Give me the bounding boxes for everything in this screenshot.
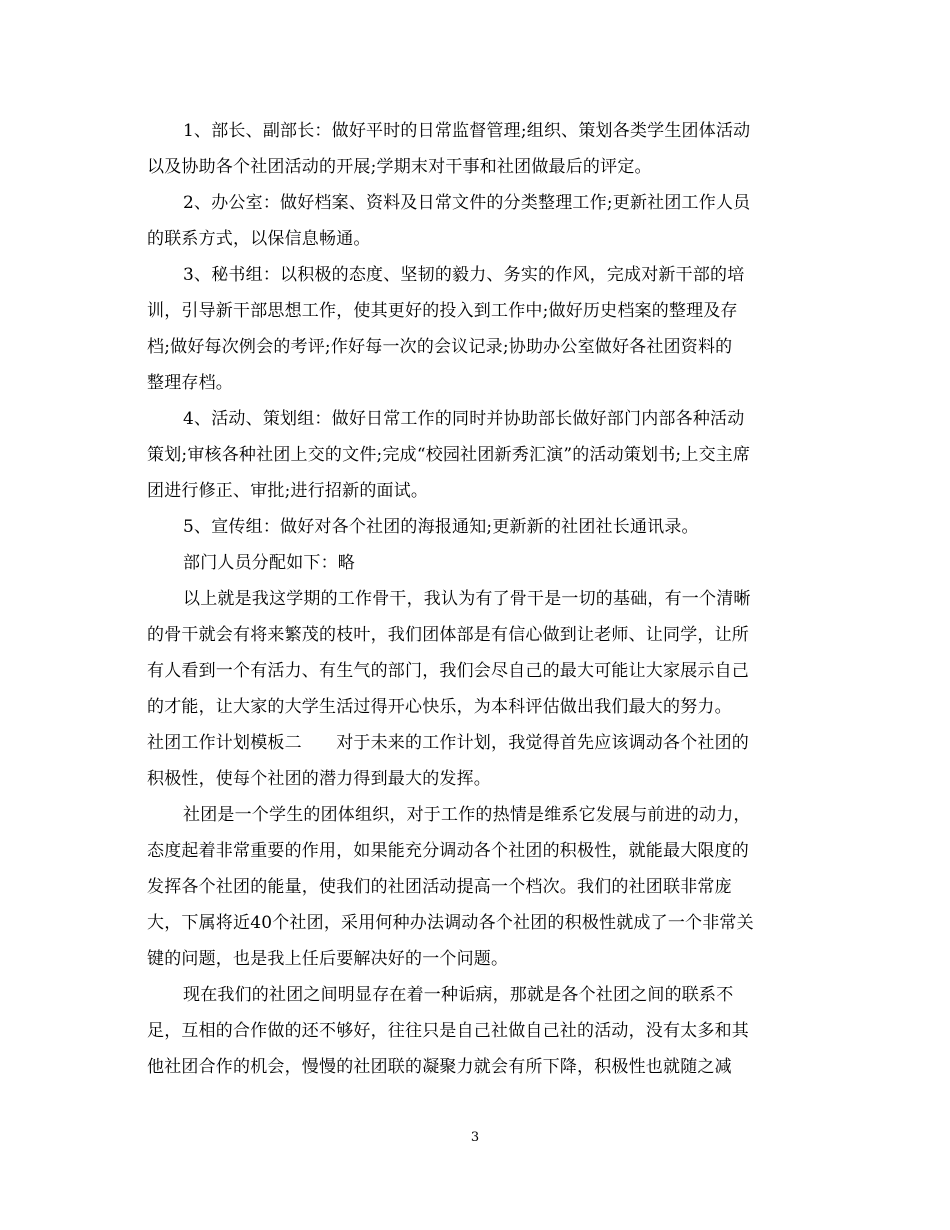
text-line: 1、部长、副部长：做好平时的日常监督管理;组织、策划各类学生团体活动 bbox=[183, 121, 751, 141]
page-number: 3 bbox=[470, 1130, 480, 1145]
text-line: 以及协助各个社团活动的开展;学期末对干事和社团做最后的评定。 bbox=[147, 157, 652, 177]
text-line: 部门人员分配如下：略 bbox=[183, 553, 355, 573]
text-line: 有人看到一个有活力、有生气的部门，我们会尽自己的最大可能让大家展示自己 bbox=[147, 661, 749, 681]
text-line: 2、办公室：做好档案、资料及日常文件的分类整理工作;更新社团工作人员 bbox=[183, 193, 751, 213]
text-line: 团进行修正、审批;进行招新的面试。 bbox=[147, 481, 429, 501]
text-line: 社团工作计划模板二 对于未来的工作计划，我觉得首先应该调动各个社团的 bbox=[147, 733, 749, 753]
text-line: 的骨干就会有将来繁茂的枝叶，我们团体部是有信心做到让老师、让同学，让所 bbox=[147, 625, 749, 645]
text-line: 的才能，让大家的大学生活过得开心快乐，为本科评估做出我们最大的努力。 bbox=[147, 697, 732, 717]
text-line: 态度起着非常重要的作用，如果能充分调动各个社团的积极性，就能最大限度的 bbox=[147, 841, 749, 861]
text-line: 现在我们的社团之间明显存在着一种诟病，那就是各个社团之间的联系不 bbox=[183, 985, 734, 1005]
text-line: 足，互相的合作做的还不够好，往往只是自己社做自己社的活动，没有太多和其 bbox=[147, 1021, 749, 1041]
text-line: 积极性，使每个社团的潜力得到最大的发挥。 bbox=[147, 769, 491, 789]
text-line: 的联系方式，以保信息畅通。 bbox=[147, 229, 371, 249]
text-line: 3、秘书组：以积极的态度、坚韧的毅力、务实的作风，完成对新干部的培 bbox=[183, 265, 745, 285]
text-line: 4、活动、策划组：做好日常工作的同时并协助部长做好部门内部各种活动 bbox=[183, 409, 745, 429]
text-line: 发挥各个社团的能量，使我们的社团活动提高一个档次。我们的社团联非常庞 bbox=[147, 877, 732, 897]
text-line: 他社团合作的机会，慢慢的社团联的凝聚力就会有所下降，积极性也就随之减 bbox=[147, 1057, 732, 1077]
text-line: 训，引导新干部思想工作，使其更好的投入到工作中;做好历史档案的整理及存 bbox=[147, 301, 738, 321]
text-line: 大，下属将近40个社团，采用何种办法调动各个社团的积极性就成了一个非常关 bbox=[147, 913, 754, 933]
text-line: 整理存档。 bbox=[147, 373, 233, 393]
text-line: 5、宣传组：做好对各个社团的海报通知;更新新的社团社长通讯录。 bbox=[183, 517, 699, 537]
text-line: 档;做好每次例会的考评;作好每一次的会议记录;协助办公室做好各社团资料的 bbox=[147, 337, 733, 357]
text-line: 以上就是我这学期的工作骨干，我认为有了骨干是一切的基础，有一个清晰 bbox=[183, 589, 751, 609]
text-line: 键的问题，也是我上任后要解决好的一个问题。 bbox=[147, 949, 509, 969]
text-line: 策划;审核各种社团上交的文件;完成“校园社团新秀汇演”的活动策划书;上交主席 bbox=[147, 445, 751, 465]
text-line: 社团是一个学生的团体组织，对于工作的热情是维系它发展与前进的动力， bbox=[183, 805, 751, 825]
